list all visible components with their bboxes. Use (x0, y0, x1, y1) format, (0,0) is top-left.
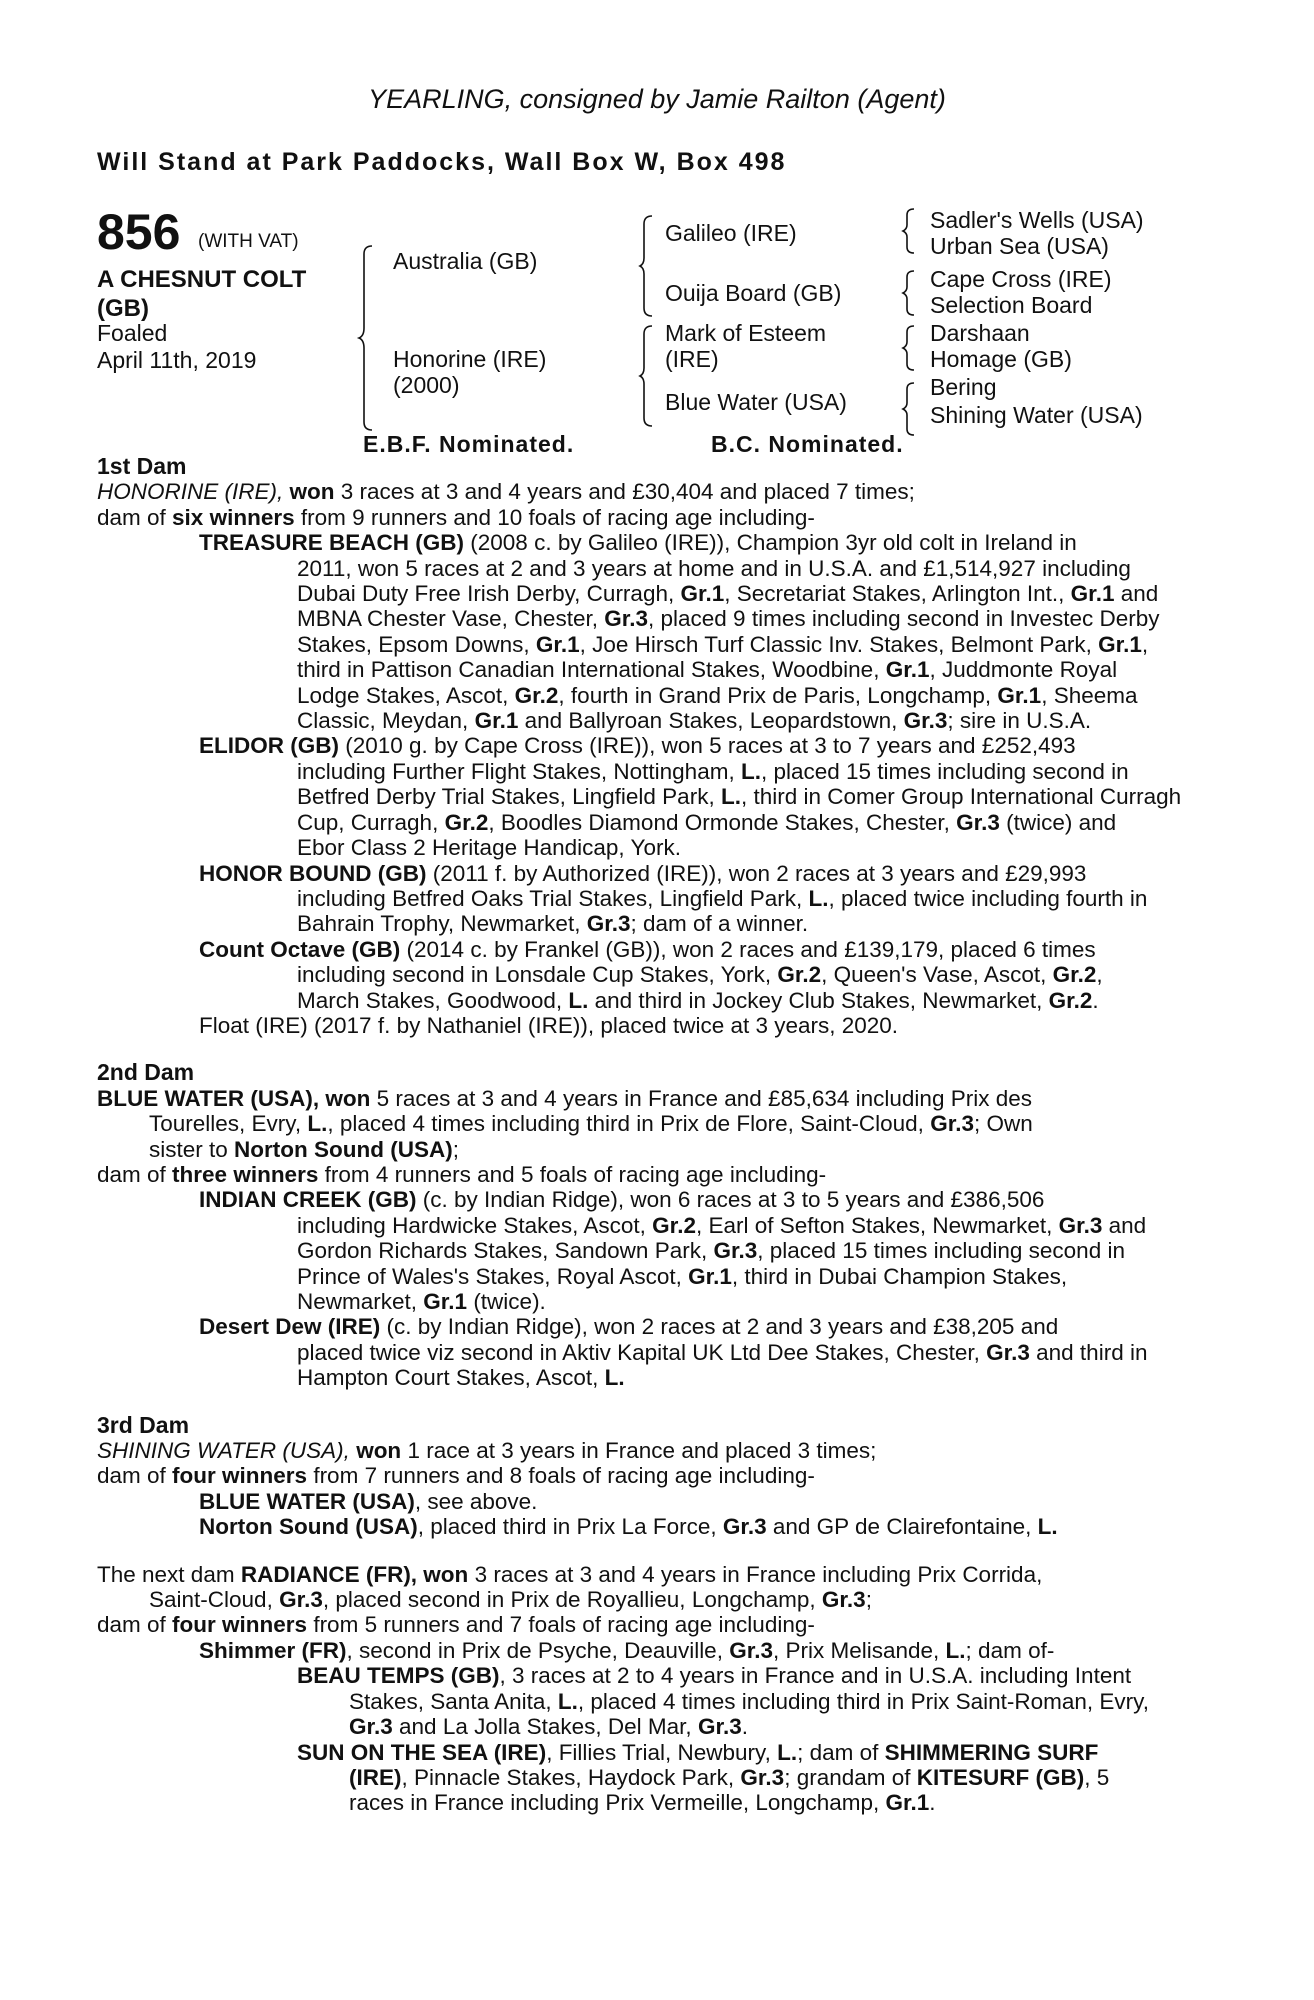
text-run: Gr.3 (821, 1587, 866, 1613)
text-run: , won (312, 1085, 371, 1111)
text-line (97, 530, 1207, 555)
lot-vat: (WITH VAT) (198, 231, 299, 252)
text-run: , 5 (1084, 1764, 1110, 1790)
text-run: Gr.1 (1098, 631, 1142, 657)
text-run: . (1092, 987, 1099, 1013)
text-run: Desert Dew (IRE) (199, 1314, 381, 1340)
text-run: Gr.3 (697, 1714, 742, 1740)
brace-dd (903, 383, 914, 435)
text-run: and La Jolla Stakes, Del Mar, (392, 1714, 698, 1740)
text-line (97, 1365, 1207, 1390)
text-run: KITESURF (GB) (916, 1764, 1085, 1790)
text-line (97, 1463, 1207, 1488)
text-run: Betfred Derby Trial Stakes, Lingfield Park, (297, 784, 721, 810)
brace-dam (640, 326, 652, 426)
text-line (97, 505, 1207, 530)
pedigree-dam-line1: Honorine (IRE) (393, 346, 547, 372)
text-run: , placed 9 times including second in Investec Derby (648, 606, 1160, 632)
text-run: , Secretariat Stakes, Arlington Int., (724, 581, 1071, 607)
text-run: , placed third in Prix La Force, (417, 1514, 723, 1540)
text-run: TREASURE BEACH (GB) (199, 530, 465, 556)
text-run: Prince of Wales's Stakes, Royal Ascot, (297, 1263, 689, 1289)
text-run: and third in Jockey Club Stakes, Newmarket, (588, 987, 1049, 1013)
bc-nominated: B.C. Nominated. (711, 431, 904, 457)
text-run: ; Own (973, 1111, 1033, 1137)
text-run: (IRE) (349, 1764, 402, 1790)
text-run: The next dam (97, 1561, 241, 1587)
text-run: HONORINE (IRE), (97, 479, 284, 505)
text-run: (2011 f. by Authorized (IRE)), won 2 races at 3 years and £29,993 (426, 860, 1087, 886)
text-run: (2010 g. by Cape Cross (IRE)), won 5 races at 3 to 7 years and £252,493 (339, 733, 1076, 759)
text-run: including Hardwicke Stakes, Ascot, (297, 1212, 653, 1238)
text-run: , Fillies Trial, Newbury, (546, 1739, 778, 1765)
text-run: March Stakes, Goodwood, (297, 987, 569, 1013)
text-run: and Ballyroan Stakes, Leopardstown, (518, 708, 904, 734)
text-line (97, 683, 1207, 708)
brace-sire (640, 216, 652, 316)
text-run: dam of (97, 1612, 173, 1638)
text-run: Norton Sound (USA) (234, 1136, 453, 1162)
text-line (97, 937, 1207, 962)
text-run: ; dam of (797, 1739, 885, 1765)
text-run: six winners (172, 504, 295, 530)
text-run: and GP de Clairefontaine, (766, 1514, 1038, 1540)
text-line (97, 1162, 1207, 1187)
text-run: Gr.2 (777, 962, 822, 988)
pedigree-ddd: Shining Water (USA) (930, 402, 1143, 428)
text-run: Gr.2 (444, 809, 489, 835)
text-line (97, 1765, 1207, 1790)
text-run: dam of (97, 504, 173, 530)
text-run: Gr.3 (903, 708, 948, 734)
text-run: including Further Flight Stakes, Nottingham, (297, 758, 741, 784)
text-run: Gr.1 (474, 708, 519, 734)
lot-number: 856 (97, 204, 181, 260)
text-line (97, 1740, 1207, 1765)
text-run: Gr.3 (722, 1514, 767, 1540)
text-run: BEAU TEMPS (GB) (297, 1663, 500, 1689)
text-line (97, 657, 1207, 682)
text-run: Gr.3 (986, 1339, 1030, 1365)
pedigree-dds: Bering (930, 374, 997, 400)
text-run: INDIAN CREEK (GB) (199, 1187, 417, 1213)
text-run: Norton Sound (USA) (199, 1514, 418, 1540)
text-run: Gordon Richards Stakes, Sandown Park, (297, 1238, 714, 1264)
text-run: (2014 c. by Frankel (GB)), won 2 races and £139,179, placed 6 times (400, 936, 1096, 962)
text-run: . (741, 1714, 748, 1740)
text-run: L. (568, 987, 589, 1013)
text-line (97, 733, 1207, 758)
text-run: , third in Dubai Champion Stakes, (731, 1263, 1068, 1289)
text-run: . (929, 1790, 936, 1816)
text-run: races in France including Prix Vermeille, Longchamp, (349, 1790, 886, 1816)
text-run: Newmarket, (297, 1289, 424, 1314)
text-run: SHINING WATER (USA), (97, 1438, 350, 1464)
pedigree-dsd: Homage (GB) (930, 346, 1072, 372)
text-run: , second in Prix de Psyche, Deauville, (346, 1637, 730, 1663)
text-run: (2008 c. by Galileo (IRE)), Champion 3yr old colt in Ireland in (464, 530, 1077, 556)
pedigree-sss: Sadler's Wells (USA) (930, 207, 1144, 233)
text-run: sister to (149, 1136, 235, 1162)
text-line (97, 1714, 1207, 1739)
section-heading: 1st Dam (97, 453, 187, 479)
text-run: 1 race at 3 years in France and placed 3 times; (401, 1438, 877, 1464)
text-line (97, 1587, 1207, 1612)
text-run: , (1096, 962, 1103, 988)
text-run: dam of (97, 1463, 173, 1489)
text-line (97, 1238, 1207, 1263)
text-run: , 3 races at 2 to 4 years in France and in U.S.A. including Intent (499, 1663, 1132, 1689)
text-run: 3 races at 3 and 4 years in France including Prix Corrida, (468, 1561, 1043, 1587)
text-run: Count Octave (GB) (199, 936, 401, 962)
text-run: (c. by Indian Ridge), won 6 races at 3 to 5 years and £386,506 (416, 1187, 1045, 1213)
foaled-value: April 11th, 2019 (97, 347, 257, 373)
text-line (97, 911, 1207, 936)
text-run: Classic, Meydan, (297, 708, 475, 734)
text-run: Gr.3 (349, 1714, 393, 1740)
text-run: , placed 4 times including third in Prix de Flore, Saint-Cloud, (327, 1111, 931, 1137)
text-run: ; dam of- (965, 1637, 1055, 1663)
text-line (97, 708, 1207, 733)
text-run: , Joe Hirsch Turf Classic Inv. Stakes, Belmont Park, (579, 631, 1099, 657)
text-run: Gr.2 (1052, 962, 1097, 988)
text-run: 2011, won 5 races at 2 and 3 years at home and in U.S.A. and £1,514,927 including (297, 555, 1131, 581)
text-line (97, 835, 1207, 860)
text-run: , placed second in Prix de Royallieu, Longchamp, (322, 1587, 822, 1613)
brace-main (359, 246, 372, 430)
text-run: SUN ON THE SEA (IRE) (297, 1739, 547, 1765)
text-line (97, 1689, 1207, 1714)
text-run: Gr.1 (535, 631, 580, 657)
lot-desc-line2: (GB) (97, 295, 149, 322)
text-run: Tourelles, Evry, (149, 1111, 308, 1137)
text-run: , see above. (414, 1488, 538, 1514)
text-line (97, 861, 1207, 886)
text-run: MBNA Chester Vase, Chester, (297, 606, 605, 632)
text-run: , placed 15 times including second in (760, 758, 1129, 784)
text-run: L. (777, 1739, 798, 1765)
text-line (97, 1289, 1207, 1314)
text-line (97, 1489, 1207, 1514)
pedigree-dam-sire-line2: (IRE) (665, 346, 719, 372)
section-heading: 3rd Dam (97, 1411, 190, 1438)
text-run: including Betfred Oaks Trial Stakes, Lingfield Park, (297, 885, 809, 911)
text-run: 3 races at 3 and 4 years and £30,404 and placed 7 times; (334, 479, 915, 505)
text-run: Cup, Curragh, (297, 809, 445, 835)
text-line (97, 886, 1207, 911)
text-run: Stakes, Santa Anita, (349, 1688, 558, 1714)
text-run: won (349, 1438, 402, 1464)
text-run: Dubai Duty Free Irish Derby, Curragh, (297, 581, 681, 607)
text-run: Gr.3 (604, 606, 648, 632)
section-heading: 2nd Dam (97, 1059, 195, 1086)
text-line (97, 1663, 1207, 1688)
text-run: ; (452, 1136, 460, 1162)
spacer (97, 1038, 1207, 1060)
text-line (97, 1213, 1207, 1238)
text-run: ; dam of a winner. (630, 911, 809, 937)
text-line (97, 1438, 1207, 1463)
text-line (97, 988, 1207, 1013)
text-run: , (1141, 631, 1149, 657)
text-line (97, 1264, 1207, 1289)
pedigree-ssd: Urban Sea (USA) (930, 233, 1109, 259)
text-line (97, 1137, 1207, 1162)
text-run: L. (720, 784, 741, 810)
text-run: Shimmer (FR) (199, 1637, 347, 1663)
text-run: ; sire in U.S.A. (947, 708, 1092, 734)
text-run: from 9 runners and 10 foals of racing age including- (294, 504, 815, 530)
pedigree-dss: Darshaan (930, 320, 1030, 346)
text-run: ; grandam of (784, 1764, 917, 1790)
text-run: and (1114, 581, 1159, 607)
text-run: Gr.3 (713, 1238, 758, 1264)
text-line (97, 479, 1207, 504)
pedigree-dam-dam: Blue Water (USA) (665, 389, 847, 415)
text-line (97, 1562, 1207, 1587)
text-run: L. (307, 1111, 328, 1137)
text-run: and third in (1029, 1339, 1148, 1365)
text-run: Gr.3 (279, 1587, 323, 1613)
text-run: L. (945, 1637, 966, 1663)
text-run: Gr.2 (1048, 987, 1093, 1013)
text-line (97, 1340, 1207, 1365)
text-run: Gr.1 (423, 1289, 468, 1314)
text-run: and (1102, 1212, 1147, 1238)
text-run: Gr.1 (688, 1263, 732, 1289)
pedigree-sdd: Selection Board (930, 292, 1093, 318)
text-run: L. (557, 1688, 578, 1714)
catalogue-body (97, 454, 1207, 1816)
text-run: L. (740, 758, 761, 784)
text-run: won (283, 479, 335, 505)
text-run: , placed twice including fourth in (828, 885, 1148, 911)
text-run: , Prix Melisande, (772, 1637, 946, 1663)
text-run: L. (604, 1365, 625, 1391)
text-run: from 7 runners and 8 foals of racing age including- (307, 1463, 815, 1489)
text-line (97, 810, 1207, 835)
text-run: ELIDOR (GB) (199, 733, 339, 759)
text-line (97, 1086, 1207, 1111)
brace-ds (903, 326, 914, 370)
pedigree-dam-sire-line1: Mark of Esteem (665, 320, 827, 346)
text-run: , fourth in Grand Prix de Paris, Longchamp, (558, 682, 998, 708)
ebf-nominated: E.B.F. Nominated. (363, 431, 575, 457)
foaled-label: Foaled (97, 320, 168, 346)
brace-ss (903, 209, 914, 253)
text-line (97, 556, 1207, 581)
text-run: , Queen's Vase, Ascot, (821, 962, 1053, 988)
text-run: BLUE WATER (USA) (199, 1488, 415, 1514)
text-line (97, 1638, 1207, 1663)
text-line (97, 962, 1207, 987)
text-run: ; (865, 1587, 872, 1613)
text-run: third in Pattison Canadian International Stakes, Woodbine, (297, 657, 886, 683)
text-line (97, 759, 1207, 784)
text-run: (twice). (467, 1289, 546, 1314)
text-run: Gr.3 (729, 1637, 773, 1663)
text-run: , Sheema (1041, 682, 1138, 708)
text-run: RADIANCE (FR), won (240, 1561, 469, 1587)
page-title: YEARLING, consigned by Jamie Railton (Agent) (368, 84, 946, 114)
text-run: Gr.3 (1058, 1212, 1103, 1238)
text-run: Gr.2 (652, 1212, 696, 1238)
pedigree-sire: Australia (GB) (393, 248, 538, 274)
text-run: Gr.2 (514, 682, 559, 708)
lot-desc-line1: A CHESNUT COLT (97, 266, 307, 293)
text-run: Hampton Court Stakes, Ascot, (297, 1365, 605, 1391)
text-line (97, 1111, 1207, 1136)
text-run: Gr.3 (956, 809, 1000, 835)
text-run: , third in Comer Group International Curragh (740, 784, 1182, 810)
text-line (97, 581, 1207, 606)
text-run: , Pinnacle Stakes, Haydock Park, (401, 1764, 741, 1790)
pedigree-sire-sire: Galileo (IRE) (665, 220, 797, 246)
text-run: Gr.1 (1070, 581, 1115, 607)
text-run: , Earl of Sefton Stakes, Newmarket, (695, 1212, 1059, 1238)
text-run: three winners (172, 1161, 319, 1187)
text-line (97, 1612, 1207, 1637)
text-run: Gr.1 (885, 1790, 930, 1816)
text-run: BLUE WATER (USA) (97, 1085, 313, 1111)
text-run: HONOR BOUND (GB) (199, 860, 427, 886)
text-run: (c. by Indian Ridge), won 2 races at 2 and 3 years and £38,205 and (380, 1314, 1059, 1340)
text-run: Float (IRE) (2017 f. by Nathaniel (IRE)), placed twice at 3 years, 2020. (199, 1012, 899, 1038)
text-line (97, 1514, 1207, 1539)
text-run: Lodge Stakes, Ascot, (297, 682, 515, 708)
text-run: L. (1037, 1514, 1058, 1540)
text-run: , placed 4 times including third in Prix Saint-Roman, Evry, (577, 1688, 1149, 1714)
text-run: , Boodles Diamond Ormonde Stakes, Chester, (488, 809, 957, 835)
text-run: (twice) and (999, 809, 1117, 835)
text-run: SHIMMERING SURF (884, 1739, 1099, 1765)
text-run: Gr.3 (740, 1764, 785, 1790)
text-line (97, 606, 1207, 631)
text-run: Gr.3 (586, 911, 631, 937)
text-line (97, 784, 1207, 809)
stand-location: Will Stand at Park Paddocks, Wall Box W, Box 498 (97, 148, 787, 176)
text-run: placed twice viz second in Aktiv Kapital UK Ltd Dee Stakes, Chester, (297, 1339, 987, 1365)
text-run: four winners (172, 1463, 308, 1489)
text-run: Gr.1 (997, 682, 1042, 708)
text-run: Saint-Cloud, (149, 1587, 280, 1613)
pedigree-sds: Cape Cross (IRE) (930, 266, 1112, 292)
text-run: Bahrain Trophy, Newmarket, (297, 911, 587, 937)
text-line (97, 1790, 1207, 1815)
text-run: four winners (172, 1612, 308, 1638)
text-run: L. (808, 885, 829, 911)
text-line (97, 1314, 1207, 1339)
text-run: , placed 15 times including second in (757, 1238, 1125, 1264)
text-line (97, 632, 1207, 657)
text-run: including second in Lonsdale Cup Stakes, York, (297, 962, 778, 988)
pedigree-dam-line2: (2000) (393, 372, 460, 398)
text-run: from 4 runners and 5 foals of racing age including- (318, 1161, 827, 1187)
text-run: Ebor Class 2 Heritage Handicap, York. (297, 835, 681, 861)
text-run: dam of (97, 1161, 173, 1187)
spacer (97, 1391, 1207, 1413)
text-run: Gr.1 (885, 657, 930, 683)
text-run: Gr.1 (680, 581, 725, 607)
text-line (97, 1187, 1207, 1212)
text-line (97, 1013, 1207, 1038)
text-run: Stakes, Epsom Downs, (297, 631, 536, 657)
text-run: from 5 runners and 7 foals of racing age including- (307, 1612, 815, 1638)
text-run: 5 races at 3 and 4 years in France and £85,634 including Prix des (370, 1085, 1032, 1111)
brace-sd (903, 271, 914, 315)
text-run: Gr.3 (930, 1111, 974, 1137)
pedigree-sire-dam: Ouija Board (GB) (665, 280, 842, 306)
text-run: , Juddmonte Royal (929, 657, 1118, 683)
spacer (97, 1540, 1207, 1562)
